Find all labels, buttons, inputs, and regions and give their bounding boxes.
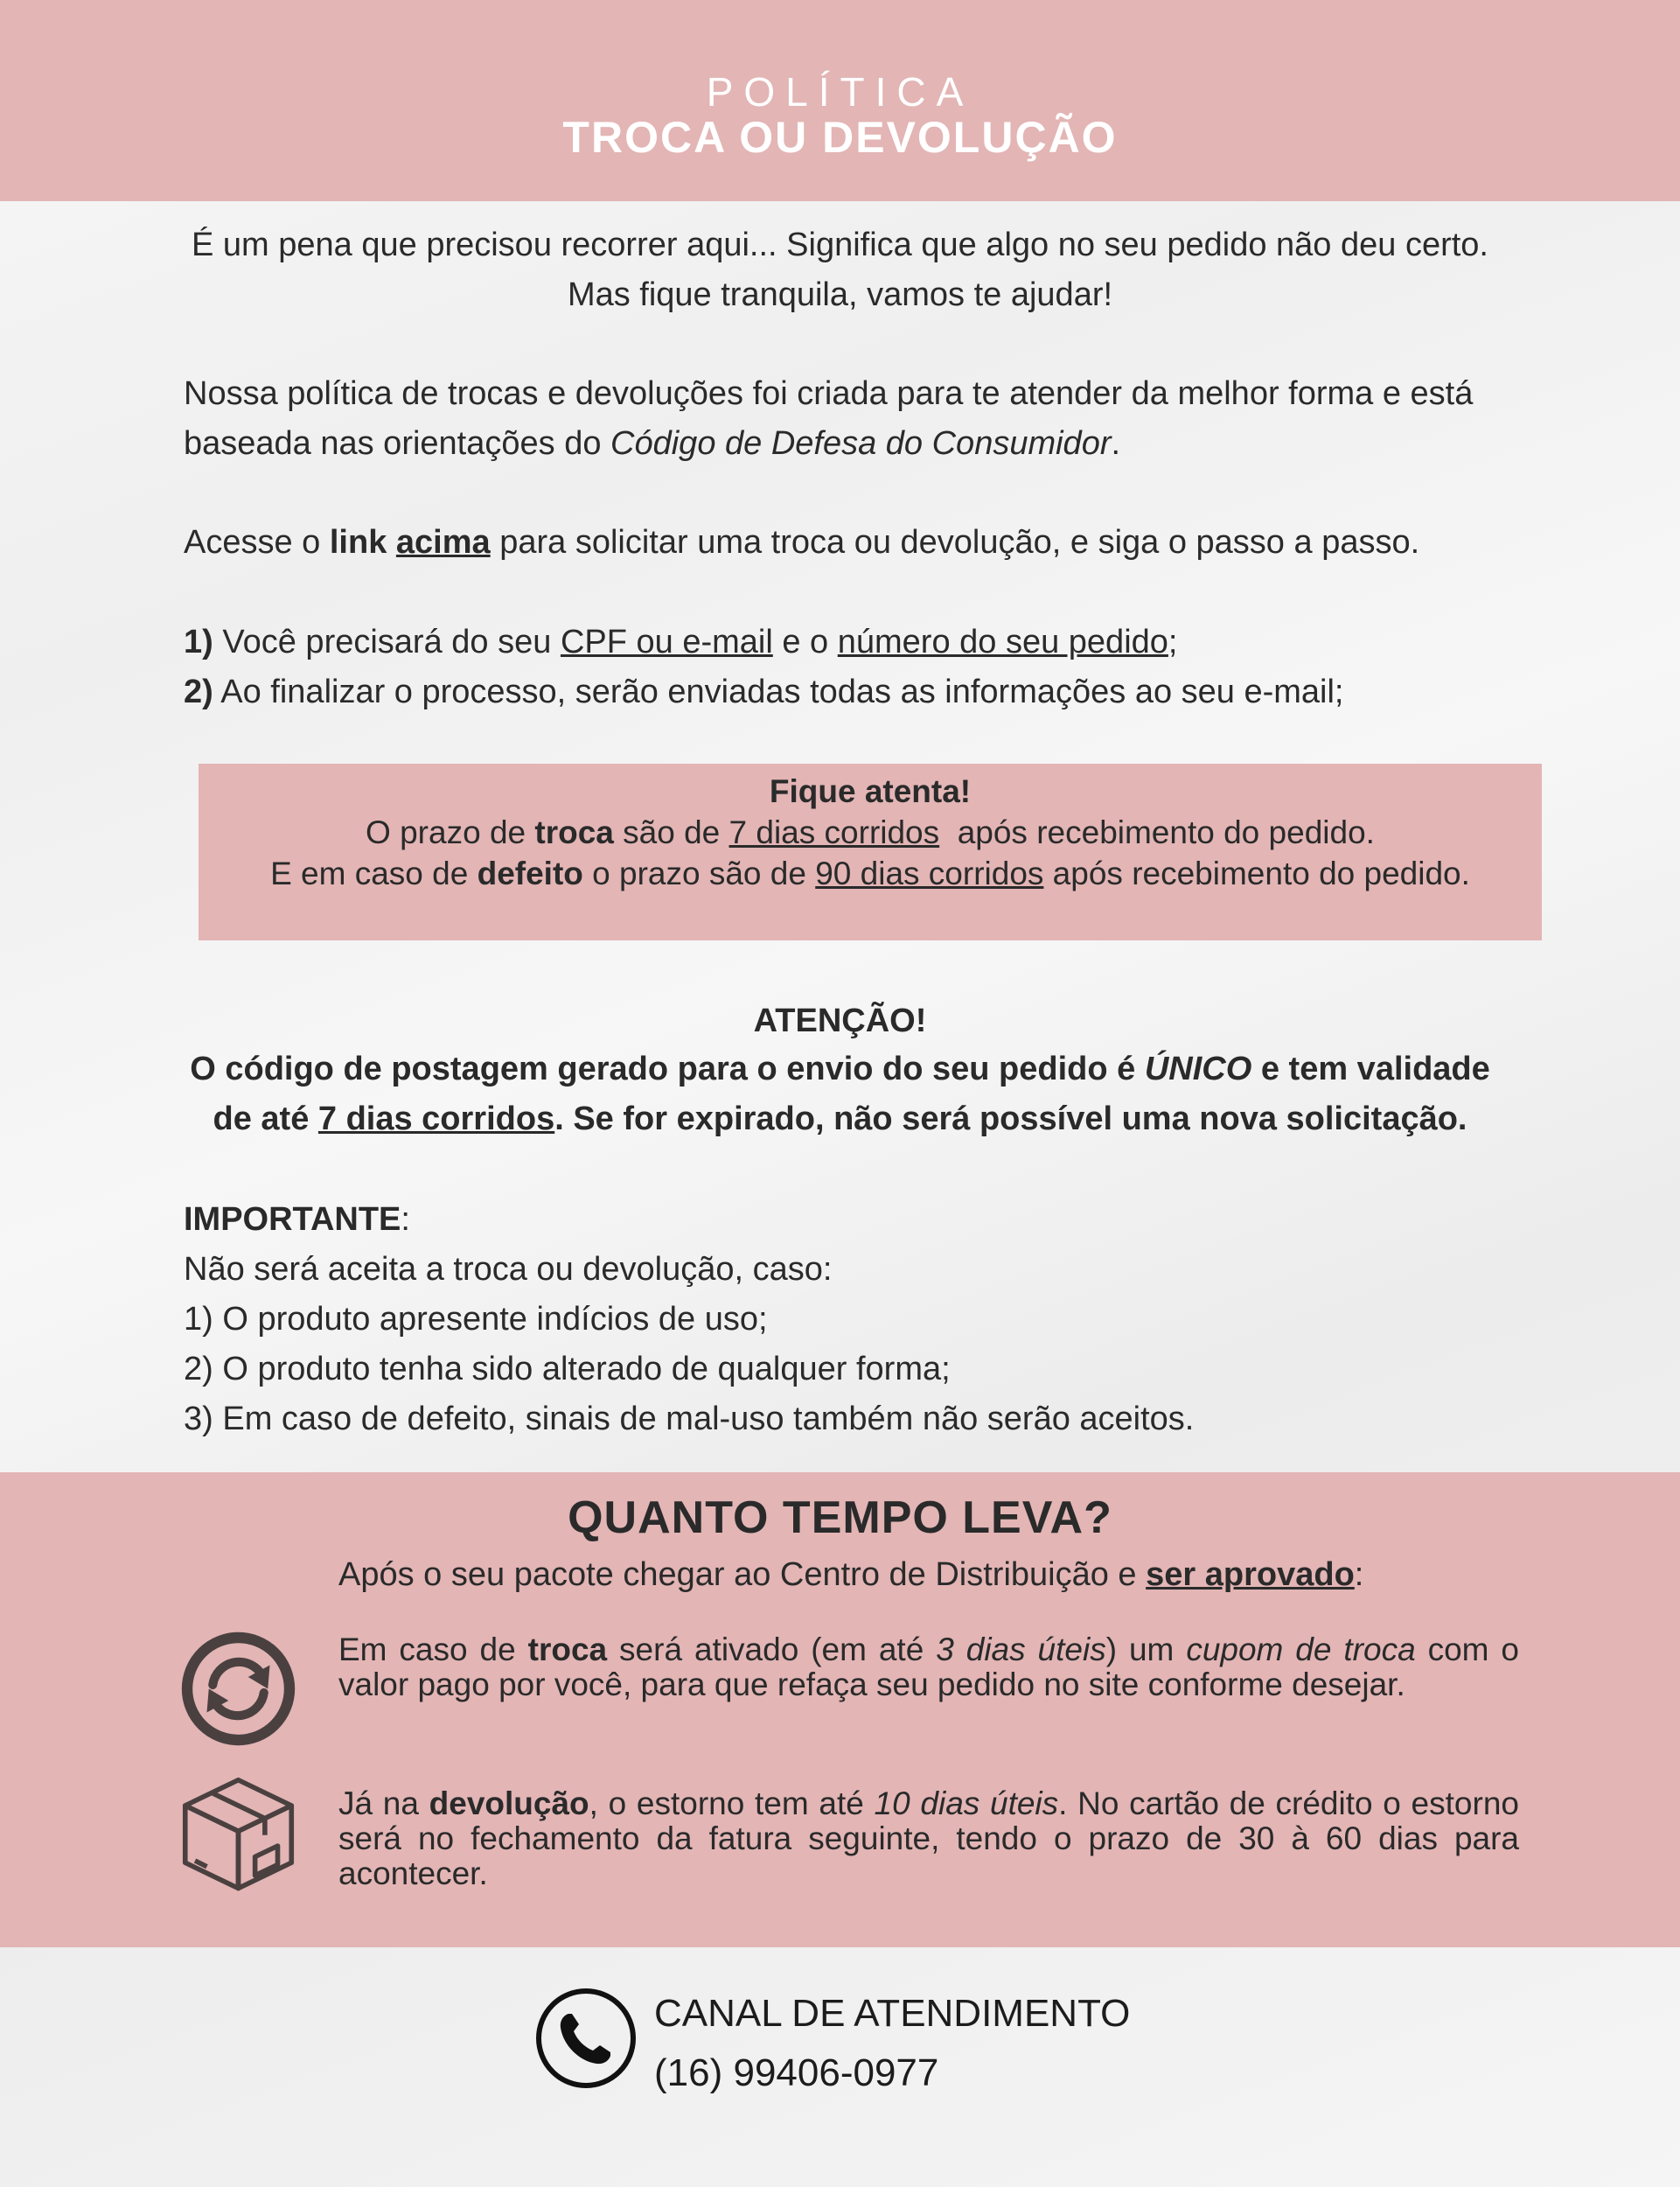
steps-list bbox=[184, 618, 1548, 717]
list-item: 1) O produto apresente indícios de uso; bbox=[184, 1301, 768, 1338]
troca-a: Em caso de bbox=[338, 1632, 528, 1667]
notice-l2-a: E em caso de bbox=[270, 856, 478, 891]
attention-heading: ATENÇÃO! bbox=[753, 1003, 927, 1039]
package-icon bbox=[179, 1774, 297, 1892]
timing-sub-a: Após o seu pacote chegar ao Centro de Distribuição e bbox=[338, 1556, 1147, 1593]
step-1 bbox=[184, 618, 1548, 667]
notice-defeito: defeito bbox=[477, 856, 583, 891]
attention-c: . Se for expirado, não será possível uma nova solicitação. bbox=[554, 1100, 1467, 1137]
devol-days: 10 dias úteis bbox=[874, 1785, 1059, 1821]
notice-l2-e: após recebimento do pedido. bbox=[1043, 856, 1470, 891]
attention-section bbox=[0, 997, 1680, 1144]
page-title: TROCA OU DEVOLUÇÃO bbox=[562, 113, 1118, 162]
exchange-icon bbox=[179, 1630, 297, 1748]
timing-sub-c: : bbox=[1354, 1556, 1364, 1593]
notice-line-2 bbox=[199, 853, 1542, 894]
attention-days: 7 dias corridos bbox=[317, 1100, 555, 1137]
header-banner bbox=[0, 0, 1680, 201]
intro-text bbox=[0, 220, 1680, 320]
attention-b: e tem validade de até bbox=[213, 1051, 1490, 1137]
troca-coupon: cupom de troca bbox=[1186, 1632, 1416, 1667]
step-1-order-number: número do seu pedido bbox=[837, 624, 1168, 660]
notice-box bbox=[199, 764, 1542, 940]
code-name: Código de Defesa do Consumidor bbox=[610, 425, 1112, 462]
devol-b: devolução bbox=[429, 1785, 589, 1821]
intro-line-2: Mas fique tranquila, vamos te ajudar! bbox=[567, 276, 1113, 313]
troca-days: 3 dias úteis bbox=[936, 1632, 1106, 1667]
important-label: IMPORTANTE bbox=[184, 1201, 401, 1238]
step-1-cpf: CPF ou e-mail bbox=[560, 624, 773, 660]
devol-a: Já na bbox=[338, 1785, 429, 1821]
attention-text bbox=[0, 1045, 1680, 1144]
notice-line-1 bbox=[199, 812, 1542, 853]
exchange-text bbox=[338, 1632, 1519, 1702]
intro-line-1: É um pena que precisou recorrer aqui... Significa que algo no seu pedido não deu certo. bbox=[192, 227, 1488, 263]
important-intro: Não será aceita a troca ou devolução, caso: bbox=[184, 1251, 833, 1288]
policy-end: . bbox=[1111, 425, 1121, 462]
header-kicker: POLÍTICA bbox=[706, 69, 974, 115]
important-section bbox=[184, 1195, 1548, 1444]
step-1-text-c: ; bbox=[1168, 624, 1178, 660]
devol-c: , o estorno tem até bbox=[589, 1785, 875, 1821]
notice-l2-c: o prazo são de bbox=[582, 856, 816, 891]
acima-link[interactable]: acima bbox=[395, 524, 491, 561]
contact-phone[interactable]: (16) 99406-0977 bbox=[654, 2051, 939, 2094]
troca-c: será ativado (em até bbox=[607, 1632, 937, 1667]
timing-approved: ser aprovado bbox=[1146, 1556, 1355, 1593]
list-item: 2) O produto tenha sido alterado de qualquer forma; bbox=[184, 1351, 951, 1387]
notice-l1-a: O prazo de bbox=[366, 814, 535, 850]
link-word: link bbox=[329, 524, 387, 561]
notice-title: Fique atenta! bbox=[769, 773, 972, 809]
notice-l1-c: são de bbox=[613, 814, 729, 850]
contact-label: CANAL DE ATENDIMENTO bbox=[654, 1992, 1131, 2035]
attention-a: O código de postagem gerado para o envio do seu pedido é bbox=[190, 1051, 1145, 1087]
step-2-text: Ao finalizar o processo, serão enviadas todas as informações ao seu e-mail; bbox=[213, 674, 1344, 710]
refund-text bbox=[338, 1786, 1519, 1891]
link-prefix: Acesse o bbox=[184, 524, 330, 561]
step-2-number: 2) bbox=[184, 674, 213, 710]
list-item: 3) Em caso de defeito, sinais de mal-uso também não serão aceitos. bbox=[184, 1401, 1195, 1437]
step-1-number: 1) bbox=[184, 624, 213, 660]
notice-l1-e: após recebimento do pedido. bbox=[939, 814, 1375, 850]
troca-g: com o valor pago por você, para que refaça seu pedido no site conforme desejar. bbox=[338, 1632, 1520, 1702]
step-1-text-b: e o bbox=[772, 624, 838, 660]
notice-7-days: 7 dias corridos bbox=[728, 814, 940, 850]
link-suffix: para solicitar uma troca ou devolução, e siga o passo a passo. bbox=[490, 524, 1420, 561]
devol-e: . No cartão de crédito o estorno será no fechamento da fatura seguinte, tendo o prazo de 30 à 60 dias para acontecer. bbox=[338, 1785, 1519, 1891]
link-paragraph bbox=[184, 518, 1548, 568]
important-colon: : bbox=[401, 1201, 410, 1238]
notice-troca: troca bbox=[534, 814, 614, 850]
timing-band bbox=[0, 1472, 1680, 1947]
timing-title: QUANTO TEMPO LEVA? bbox=[568, 1492, 1112, 1543]
notice-90-days: 90 dias corridos bbox=[815, 856, 1044, 891]
attention-unico: ÚNICO bbox=[1144, 1051, 1252, 1087]
phone-icon[interactable] bbox=[533, 1986, 638, 2091]
troca-b: troca bbox=[527, 1632, 608, 1667]
troca-e: ) um bbox=[1105, 1632, 1187, 1667]
step-2 bbox=[184, 667, 1548, 717]
timing-subtitle bbox=[338, 1556, 1363, 1594]
policy-text: Nossa política de trocas e devoluções foi criada para te atender da melhor forma e está baseada nas orientações do bbox=[184, 375, 1474, 462]
step-1-text-a: Você precisará do seu bbox=[213, 624, 561, 660]
contact-section bbox=[533, 1984, 1233, 2098]
policy-paragraph bbox=[184, 369, 1548, 469]
link-space bbox=[387, 524, 396, 561]
